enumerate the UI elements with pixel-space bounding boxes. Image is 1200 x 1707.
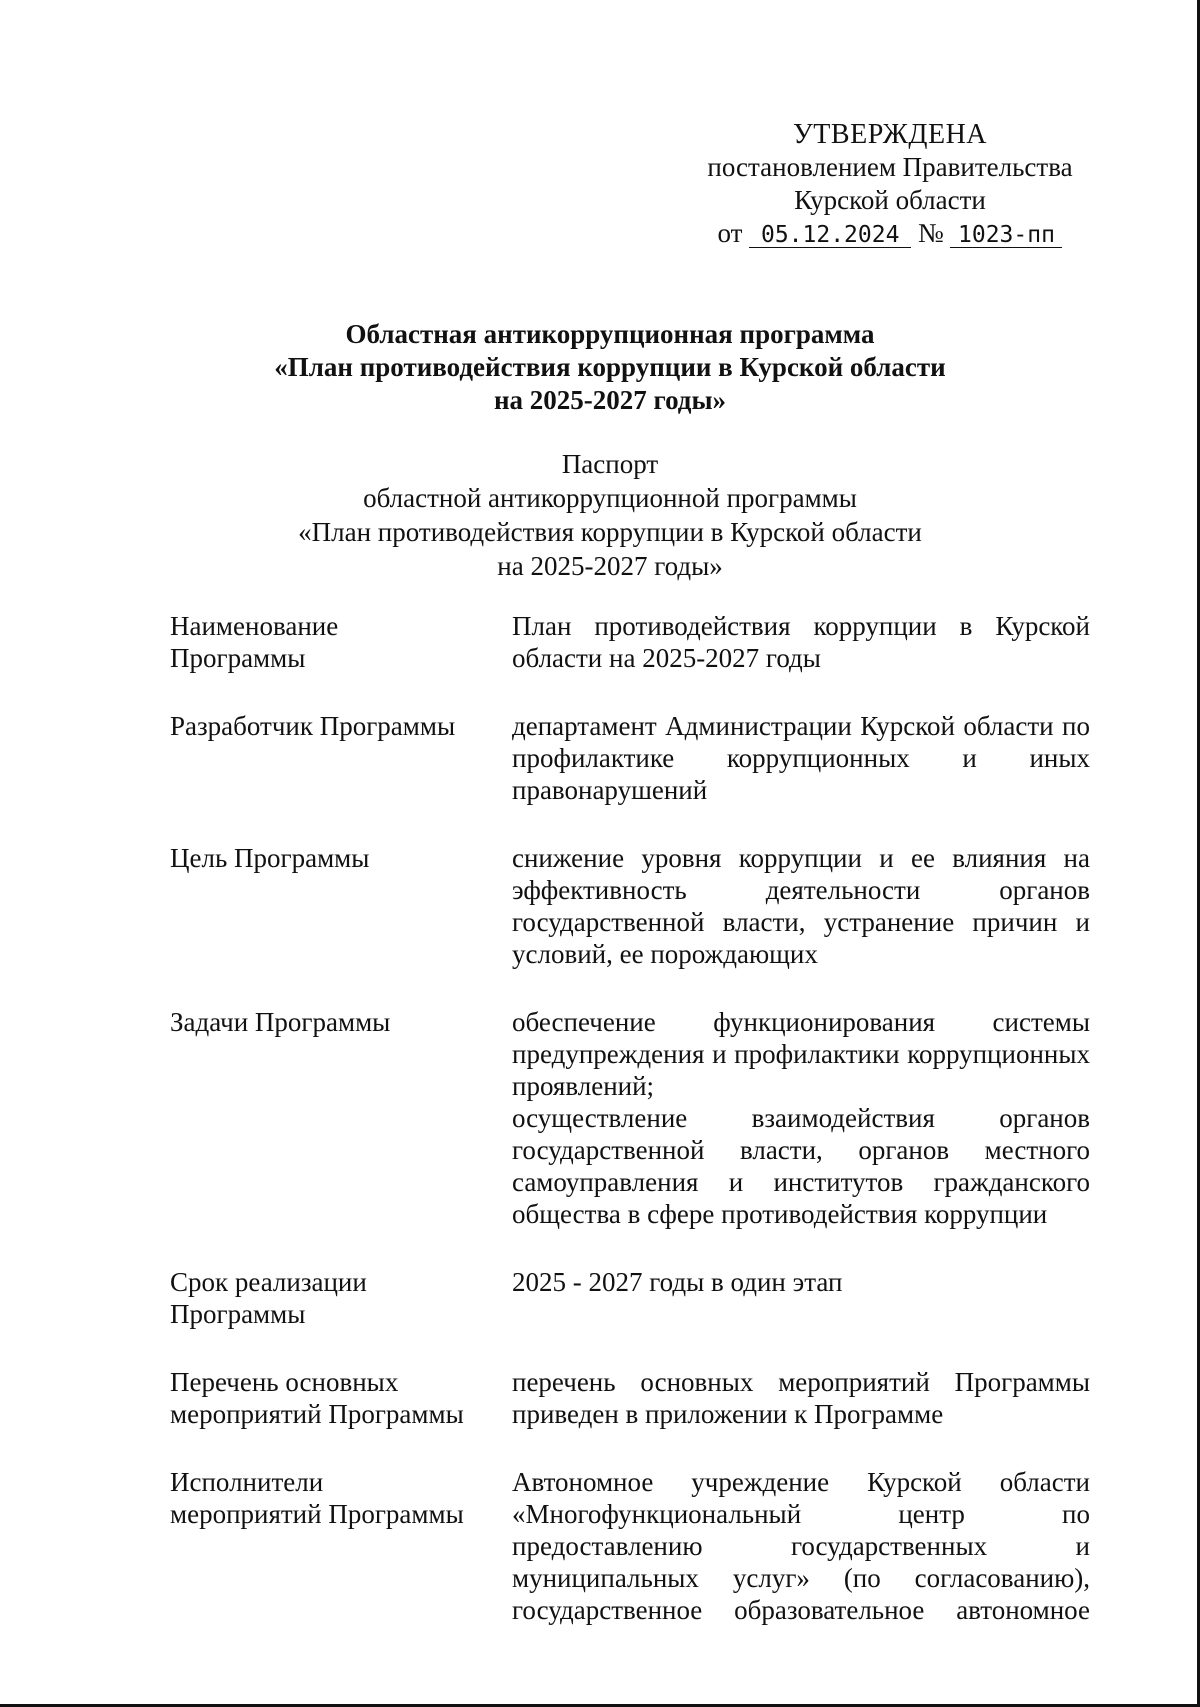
passport-heading — [120, 447, 1100, 583]
row-label — [170, 1366, 512, 1430]
row-value — [512, 1366, 1090, 1430]
row-label-line: Разработчик Программы — [170, 711, 456, 741]
row-label — [170, 1266, 512, 1330]
row-value — [512, 1466, 1090, 1626]
row-value-paragraph: перечень основных мероприятий Программы приведен в приложении к Программе — [512, 1367, 1090, 1429]
row-label-line: Задачи Программы — [170, 1007, 391, 1037]
approval-line-region: Курской области — [794, 185, 986, 215]
title-line-2: «План противодействия коррупции в Курской области — [274, 352, 946, 382]
passport-line-3: «План противодействия коррупции в Курской области — [298, 517, 922, 547]
number-sign: № — [917, 218, 944, 248]
row-label-line: Цель Программы — [170, 843, 370, 873]
row-label — [170, 842, 512, 874]
row-label-line: Наименование — [170, 611, 339, 641]
row-label-line: Программы — [170, 1299, 306, 1329]
table-row — [170, 1006, 1090, 1230]
table-row — [170, 710, 1090, 806]
passport-line-4: на 2025-2027 годы» — [497, 551, 723, 581]
title-line-1: Областная антикоррупционная программа — [345, 319, 875, 349]
approval-stamp-block — [680, 118, 1100, 250]
decree-date: 05.12.2024 — [749, 223, 911, 248]
row-value-paragraph: План противодействия коррупции в Курской области на 2025-2027 годы — [512, 611, 1090, 673]
row-label — [170, 1006, 512, 1038]
table-row — [170, 1266, 1090, 1330]
row-value-paragraph: Автономное учреждение Курской области «Многофункциональный центр по предоставлению государственных и муниципальных услуг» (по согласованию), государственное образовательное автономное — [512, 1467, 1090, 1625]
row-label-line: Исполнители — [170, 1467, 324, 1497]
row-label-line: мероприятий Программы — [170, 1399, 464, 1429]
row-value — [512, 1266, 1090, 1298]
row-value-paragraph: осуществление взаимодействия органов государственной власти, органов местного самоуправления и институтов гражданского общества в сфере противодействия коррупции — [512, 1103, 1090, 1229]
passport-line-2: областной антикоррупционной программы — [363, 483, 857, 513]
row-label — [170, 710, 512, 742]
decree-number: 1023-пп — [950, 223, 1062, 248]
row-label — [170, 1466, 512, 1530]
title-line-3: на 2025-2027 годы» — [493, 385, 727, 415]
table-row — [170, 1466, 1090, 1626]
row-value — [512, 710, 1090, 806]
row-label-line: Срок реализации — [170, 1267, 367, 1297]
table-row — [170, 842, 1090, 970]
approval-date-line — [680, 217, 1100, 250]
row-label-line: мероприятий Программы — [170, 1499, 464, 1529]
row-value-paragraph: снижение уровня коррупции и ее влияния на эффективность деятельности органов государственной власти, устранение причин и условий, ее порождающих — [512, 843, 1090, 969]
row-value-paragraph: департамент Администрации Курской области по профилактике коррупционных и иных правонарушений — [512, 711, 1090, 805]
document-title — [120, 318, 1100, 417]
row-label-line: Перечень основных — [170, 1367, 399, 1397]
row-value — [512, 610, 1090, 674]
table-row — [170, 610, 1090, 674]
passport-table — [170, 610, 1090, 1662]
row-value-paragraph: обеспечение функционирования системы предупреждения и профилактики коррупционных проявлений; — [512, 1007, 1090, 1101]
row-label-line: Программы — [170, 643, 306, 673]
date-prefix: от — [717, 218, 743, 248]
row-label — [170, 610, 512, 674]
passport-line-1: Паспорт — [561, 449, 659, 479]
row-value — [512, 1006, 1090, 1230]
approved-heading: УТВЕРЖДЕНА — [792, 119, 988, 150]
approval-line-decree: постановлением Правительства — [707, 152, 1073, 182]
row-value-paragraph: 2025 - 2027 годы в один этап — [512, 1267, 843, 1297]
table-row — [170, 1366, 1090, 1430]
row-value — [512, 842, 1090, 970]
